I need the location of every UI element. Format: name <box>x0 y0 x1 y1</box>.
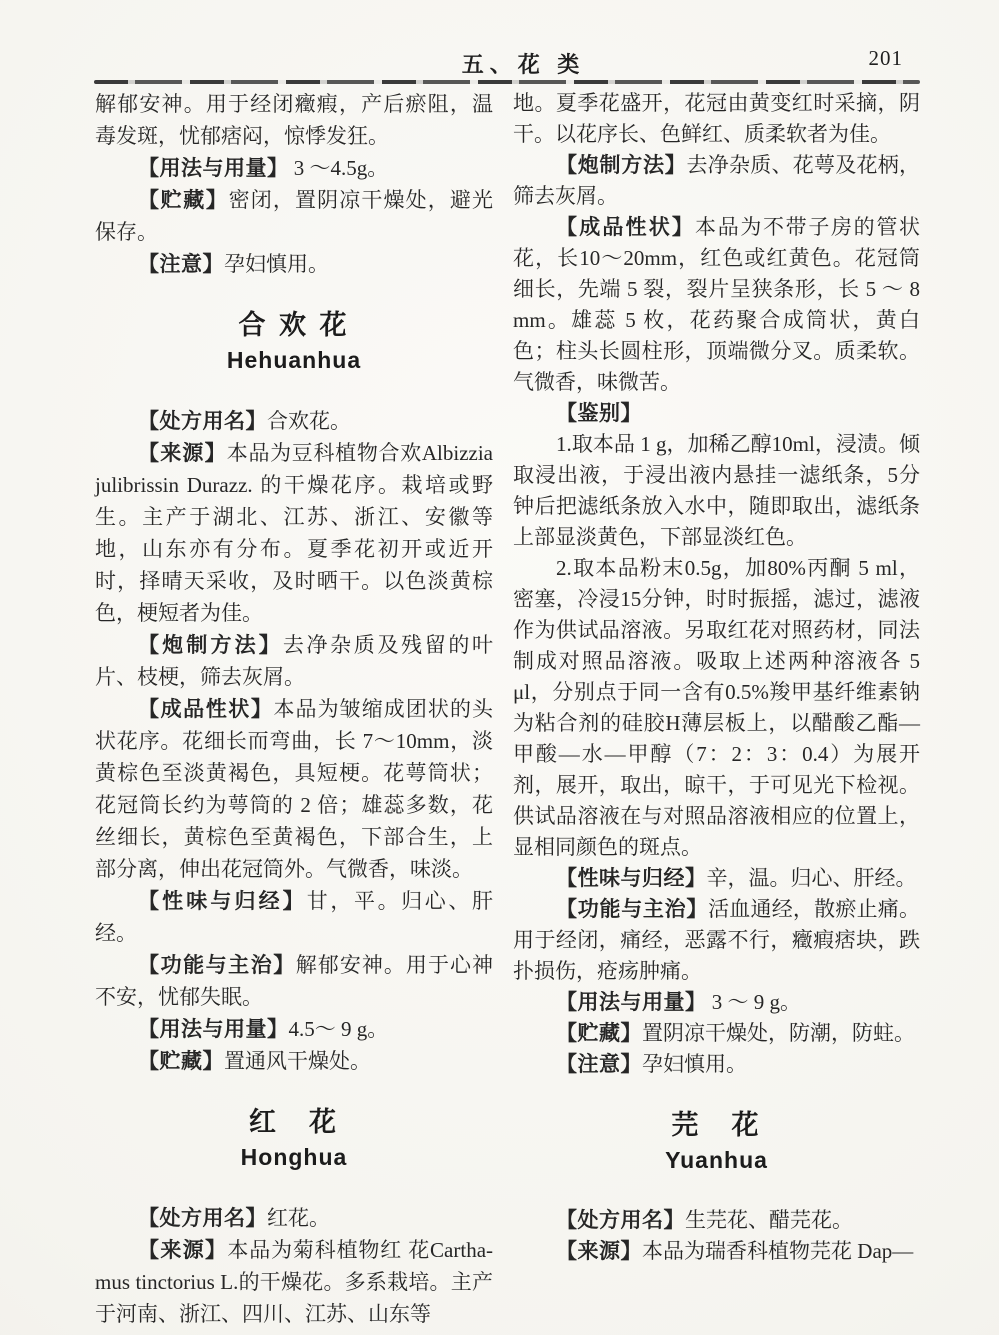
field-label: 【功能与主治】 <box>138 953 296 977</box>
paragraph: 1.取本品 1 g，加稀乙醇10ml，浸渍。倾取浸出液，于浸出液内悬挂一滤纸条，5分钟后把滤纸条放入水中，随即取出，滤纸条上部显淡黄色，下部显淡红色。 <box>513 432 920 549</box>
paragraph: 【用法与用量】4.5～ 9 g。 <box>138 1017 389 1041</box>
field-label: 【用法与用量】 <box>138 156 289 180</box>
field-label: 【功能与主治】 <box>556 897 709 921</box>
paragraph: 【处方用名】生芫花、醋芫花。 <box>556 1208 854 1232</box>
field-label: 【注意】 <box>556 1052 643 1076</box>
paragraph: 【贮藏】密闭，置阴凉干燥处，避光保存。 <box>95 188 494 244</box>
paragraph: 【贮藏】置通风干燥处。 <box>138 1049 372 1073</box>
field-label: 【用法与用量】 <box>138 1017 289 1041</box>
right-column <box>513 88 920 1267</box>
paragraph: 【贮藏】置阴凉干燥处，防潮，防蛀。 <box>556 1021 916 1045</box>
field-label: 【性味与归经】 <box>556 866 707 890</box>
paragraph: 【性味与归经】甘，平。归心、肝经。 <box>95 889 494 945</box>
paragraph: 【注意】孕妇慎用。 <box>138 252 330 276</box>
running-title: 五、花 类 <box>461 52 586 77</box>
paragraph: 【功能与主治】活血通经，散瘀止痛。用于经闭，痛经，恶露不行，癥瘕痞块，跌扑损伤，疮疡肿痛。 <box>513 897 921 983</box>
paragraph: 【成品性状】本品为皱缩成团状的头状花序。花细长而弯曲，长 7～10mm，淡黄棕色至淡黄褐色，具短梗。花萼筒状；花冠筒长约为萼筒的 2 倍；雄蕊多数，花丝细长，黄棕色至黄褐色，下部合生，上部分离，伸出花冠筒外。气微香，味淡。 <box>95 697 494 881</box>
paragraph: 【功能与主治】解郁安神。用于心神不安，忧郁失眠。 <box>95 953 494 1009</box>
section-title-chinese: 红 花 <box>249 1107 339 1137</box>
field-label: 【贮藏】 <box>138 1049 225 1073</box>
paragraph: 【炮制方法】去净杂质、花萼及花柄，筛去灰屑。 <box>513 153 921 208</box>
field-label: 【来源】 <box>556 1239 643 1263</box>
paragraph: 【处方用名】红花。 <box>138 1206 331 1230</box>
paragraph-continuation: 地。夏季花盛开，花冠由黄变红时采摘，阴干。以花序长、色鲜红、质柔软者为佳。 <box>513 91 920 146</box>
paragraph: 2.取本品粉末0.5g，加80%丙酮 5 ml，密塞，冷浸15分钟，时时振摇，滤过，滤液作为供试品溶液。另取红花对照药材，同法制成对照品溶液。吸取上述两种溶液各 5 μl，分别点于同一含有0.5%羧甲基纤维素钠为粘合剂的硅胶H薄层板上，以醋酸乙酯—甲酸—水—甲醇（7：2：3：0.4）为展开剂，展开，取出，晾干，于可见光下检视。供试品溶液在与对照品溶液相应的位置上，显相同颜色的斑点。 <box>513 556 920 859</box>
header-rule <box>94 80 920 84</box>
field-label: 【处方用名】 <box>138 1206 268 1230</box>
field-label: 【用法与用量】 <box>556 990 707 1014</box>
field-label: 【处方用名】 <box>138 409 268 433</box>
paragraph: 【成品性状】本品为不带子房的管状花，长10～20mm，红色或红黄色。花冠筒细长，先端 5 裂，裂片呈狭条形，长 5 ～ 8 mm。雄蕊 5 枚，花药聚合成筒状，黄白色；柱头长圆柱形，顶端微分叉。质柔软。气微香，味微苦。 <box>513 215 921 394</box>
paragraph <box>513 398 920 429</box>
field-label: 【注意】 <box>138 252 225 276</box>
field-label: 【贮藏】 <box>138 188 229 212</box>
field-label: 【鉴别】 <box>556 401 643 425</box>
paragraph: 【用法与用量】 3 ～4.5g。 <box>138 156 389 180</box>
section-title-pinyin: Hehuanhua <box>226 347 362 373</box>
paragraph: 【炮制方法】去净杂质及残留的叶片、枝梗，筛去灰屑。 <box>95 633 494 689</box>
field-label: 【成品性状】 <box>556 215 696 239</box>
paragraph-continuation: 解郁安神。用于经闭癥瘕，产后瘀阻，温毒发斑，忧郁痞闷，惊悸发狂。 <box>95 92 493 148</box>
field-label: 【炮制方法】 <box>556 153 687 177</box>
section-title-pinyin: Yuanhua <box>665 1147 768 1173</box>
paragraph: 【性味与归经】辛，温。归心、肝经。 <box>556 866 917 890</box>
field-label: 【性味与归经】 <box>138 889 307 913</box>
field-label: 【贮藏】 <box>556 1021 643 1045</box>
field-label: 【炮制方法】 <box>138 633 283 657</box>
paragraph: 【用法与用量】 3 ～ 9 g。 <box>556 990 802 1014</box>
field-label: 【来源】 <box>138 441 227 465</box>
section-title-chinese: 芫 花 <box>671 1110 762 1140</box>
paragraph: 【处方用名】合欢花。 <box>138 409 352 433</box>
paragraph: 【注意】孕妇慎用。 <box>556 1052 748 1076</box>
page-number: 201 <box>868 46 903 70</box>
field-label: 【成品性状】 <box>138 697 274 721</box>
field-label: 【来源】 <box>138 1238 228 1262</box>
paragraph: 【来源】本品为菊科植物红 花Cartha- mus tinctorius L.的干燥花。多系栽培。主产于河南、浙江、四川、江苏、山东等 <box>95 1238 494 1326</box>
paragraph: 【来源】本品为瑞香科植物芫花 Dap— <box>556 1239 914 1263</box>
left-column <box>95 88 493 1330</box>
field-label: 【处方用名】 <box>556 1208 686 1232</box>
section-title-pinyin: Honghua <box>240 1144 348 1170</box>
paragraph: 【来源】本品为豆科植物合欢Albizzia julibrissin Durazz. 的干燥花序。栽培或野生。主产于湖北、江苏、浙江、安徽等地，山东亦有分布。夏季花初开或近开时，择晴天采收，及时晒干。以色淡黄棕色，梗短者为佳。 <box>95 441 493 625</box>
section-title-chinese: 合 欢 花 <box>238 310 350 340</box>
